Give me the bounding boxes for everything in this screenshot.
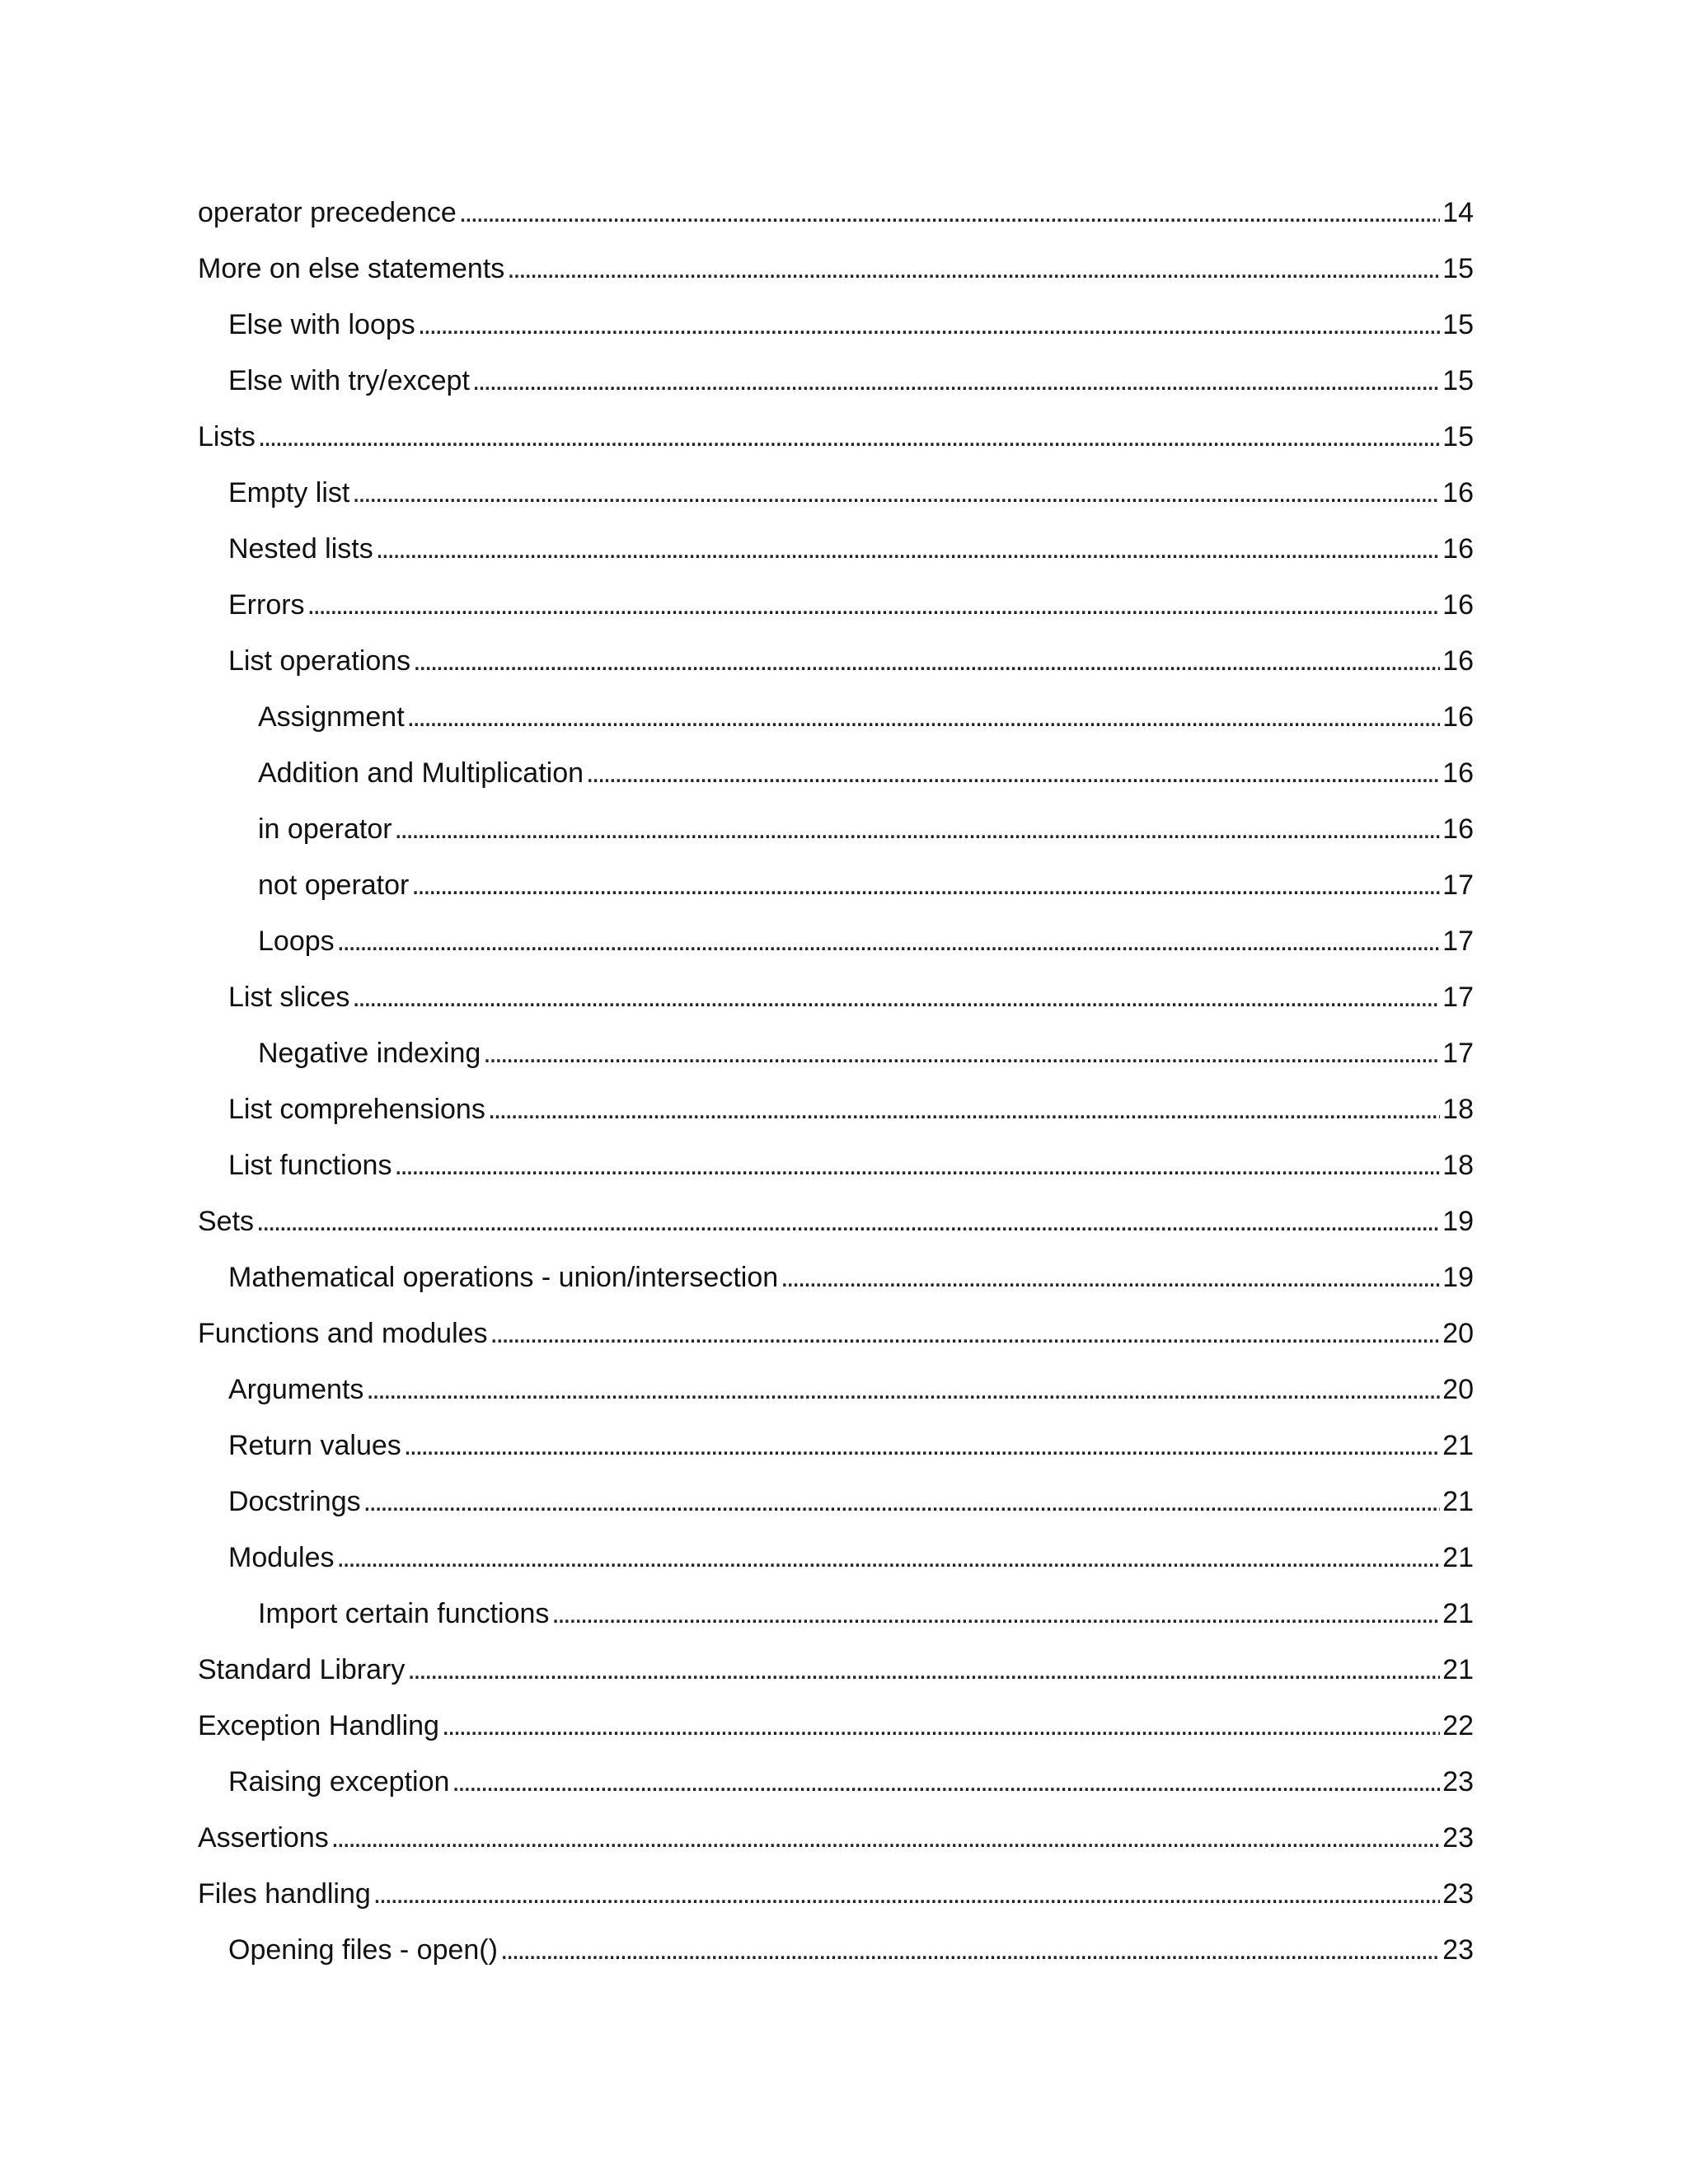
toc-entry[interactable] (198, 1259, 1474, 1315)
toc-dot-leader (551, 1596, 1440, 1632)
toc-entry-title: not operator (258, 869, 410, 901)
toc-entry-title: Files handling (198, 1878, 371, 1910)
toc-dot-leader (407, 699, 1441, 735)
toc-dot-leader (507, 251, 1440, 287)
toc-dot-leader (459, 194, 1440, 231)
toc-entry[interactable] (198, 811, 1474, 867)
toc-entry-page-number: 17 (1442, 869, 1474, 901)
toc-entry[interactable] (198, 867, 1474, 923)
toc-entry[interactable] (198, 699, 1474, 755)
toc-entry-page-number: 20 (1442, 1318, 1474, 1349)
toc-entry[interactable] (198, 531, 1474, 587)
toc-entry[interactable] (198, 1203, 1474, 1259)
toc-dot-leader (483, 1035, 1440, 1071)
toc-dot-leader (331, 1820, 1440, 1856)
toc-entry[interactable] (198, 475, 1474, 531)
toc-entry-title: Arguments (228, 1374, 364, 1405)
toc-entry-title: Mathematical operations - union/intersection (228, 1262, 779, 1293)
toc-entry-page-number: 23 (1442, 1934, 1474, 1966)
toc-entry-page-number: 21 (1442, 1654, 1474, 1685)
toc-entry[interactable] (198, 194, 1474, 251)
toc-entry-title: Empty list (228, 477, 350, 509)
toc-entry-title: More on else statements (198, 253, 505, 284)
toc-dot-leader (781, 1259, 1440, 1296)
toc-entry-page-number: 21 (1442, 1598, 1474, 1629)
toc-dot-leader (394, 1147, 1440, 1183)
toc-entry[interactable] (198, 1371, 1474, 1427)
toc-dot-leader (366, 1371, 1440, 1408)
toc-entry[interactable] (198, 419, 1474, 475)
toc-dot-leader (256, 1203, 1440, 1240)
toc-entry-page-number: 19 (1442, 1262, 1474, 1293)
toc-entry[interactable] (198, 1483, 1474, 1540)
toc-entry-page-number: 23 (1442, 1766, 1474, 1797)
toc-entry[interactable] (198, 1427, 1474, 1483)
toc-entry-page-number: 16 (1442, 701, 1474, 733)
toc-entry-page-number: 15 (1442, 365, 1474, 396)
toc-dot-leader (452, 1764, 1440, 1800)
toc-entry-title: Return values (228, 1430, 401, 1461)
toc-entry-title: Raising exception (228, 1766, 450, 1797)
toc-entry-page-number: 15 (1442, 309, 1474, 340)
toc-dot-leader (411, 867, 1440, 903)
toc-entry-title: in operator (258, 813, 392, 845)
toc-entry[interactable] (198, 1091, 1474, 1147)
toc-dot-leader (404, 1427, 1440, 1464)
toc-entry[interactable] (198, 587, 1474, 643)
toc-entry-title: Standard Library (198, 1654, 406, 1685)
toc-entry-title: Sets (198, 1206, 255, 1237)
toc-entry-title: Addition and Multiplication (258, 757, 584, 789)
toc-entry[interactable] (198, 979, 1474, 1035)
toc-dot-leader (337, 923, 1441, 959)
toc-dot-leader (352, 475, 1440, 511)
toc-entry-title: Assignment (258, 701, 405, 733)
toc-entry[interactable] (198, 1708, 1474, 1764)
toc-entry-title: Else with try/except (228, 365, 470, 396)
toc-entry-page-number: 14 (1442, 197, 1474, 228)
toc-entry-page-number: 16 (1442, 813, 1474, 845)
toc-entry-page-number: 16 (1442, 533, 1474, 565)
toc-entry[interactable] (198, 307, 1474, 363)
toc-entry-title: Assertions (198, 1822, 329, 1854)
toc-entry-page-number: 21 (1442, 1486, 1474, 1517)
toc-dot-leader (500, 1932, 1440, 1968)
toc-entry[interactable] (198, 1315, 1474, 1371)
toc-dot-leader (488, 1091, 1440, 1127)
toc-entry-title: Exception Handling (198, 1710, 439, 1741)
table-of-contents (198, 194, 1474, 1988)
toc-entry-page-number: 18 (1442, 1094, 1474, 1125)
toc-dot-leader (472, 363, 1440, 399)
toc-entry[interactable] (198, 1035, 1474, 1091)
toc-dot-leader (307, 587, 1441, 623)
toc-entry-page-number: 23 (1442, 1822, 1474, 1854)
toc-entry-page-number: 16 (1442, 757, 1474, 789)
toc-entry[interactable] (198, 363, 1474, 419)
toc-entry-title: List operations (228, 645, 411, 677)
toc-entry[interactable] (198, 251, 1474, 307)
toc-entry[interactable] (198, 1820, 1474, 1876)
toc-entry-page-number: 20 (1442, 1374, 1474, 1405)
toc-entry[interactable] (198, 923, 1474, 979)
toc-entry[interactable] (198, 1596, 1474, 1652)
toc-entry-page-number: 19 (1442, 1206, 1474, 1237)
toc-entry-title: Functions and modules (198, 1318, 488, 1349)
toc-dot-leader (490, 1315, 1441, 1352)
toc-entry-page-number: 18 (1442, 1150, 1474, 1181)
toc-dot-leader (352, 979, 1440, 1015)
toc-dot-leader (376, 531, 1440, 567)
toc-dot-leader (258, 419, 1440, 455)
toc-entry[interactable] (198, 755, 1474, 811)
toc-dot-leader (442, 1708, 1440, 1744)
toc-dot-leader (395, 811, 1441, 847)
toc-entry-title: List comprehensions (228, 1094, 485, 1125)
toc-entry-title: operator precedence (198, 197, 457, 228)
toc-entry-page-number: 23 (1442, 1878, 1474, 1910)
toc-entry-page-number: 17 (1442, 1038, 1474, 1069)
toc-entry-title: List functions (228, 1150, 392, 1181)
toc-dot-leader (413, 643, 1440, 679)
toc-entry-title: Modules (228, 1542, 335, 1573)
toc-entry-title: Negative indexing (258, 1038, 481, 1069)
toc-dot-leader (586, 755, 1440, 791)
toc-entry-page-number: 21 (1442, 1542, 1474, 1573)
toc-entry-title: Opening files - open() (228, 1934, 498, 1966)
toc-entry-title: Lists (198, 421, 256, 452)
toc-entry-page-number: 17 (1442, 926, 1474, 957)
toc-entry-title: List slices (228, 982, 350, 1013)
toc-dot-leader (373, 1876, 1440, 1912)
toc-dot-leader (337, 1540, 1441, 1576)
toc-entry-title: Import certain functions (258, 1598, 550, 1629)
toc-entry[interactable] (198, 1932, 1474, 1988)
toc-entry-page-number: 16 (1442, 477, 1474, 509)
toc-entry-title: Docstrings (228, 1486, 361, 1517)
toc-dot-leader (418, 307, 1440, 343)
toc-entry[interactable] (198, 1540, 1474, 1596)
toc-entry-title: Errors (228, 589, 305, 621)
toc-entry-page-number: 17 (1442, 982, 1474, 1013)
toc-entry-page-number: 15 (1442, 253, 1474, 284)
toc-entry[interactable] (198, 1652, 1474, 1708)
toc-entry-page-number: 21 (1442, 1430, 1474, 1461)
toc-dot-leader (363, 1483, 1441, 1520)
toc-entry[interactable] (198, 1147, 1474, 1203)
toc-entry-page-number: 16 (1442, 645, 1474, 677)
toc-entry[interactable] (198, 643, 1474, 699)
toc-entry[interactable] (198, 1764, 1474, 1820)
toc-entry-page-number: 16 (1442, 589, 1474, 621)
toc-entry-title: Else with loops (228, 309, 415, 340)
toc-entry[interactable] (198, 1876, 1474, 1932)
toc-entry-title: Loops (258, 926, 335, 957)
toc-entry-page-number: 22 (1442, 1710, 1474, 1741)
toc-dot-leader (407, 1652, 1440, 1688)
toc-entry-title: Nested lists (228, 533, 373, 565)
toc-entry-page-number: 15 (1442, 421, 1474, 452)
